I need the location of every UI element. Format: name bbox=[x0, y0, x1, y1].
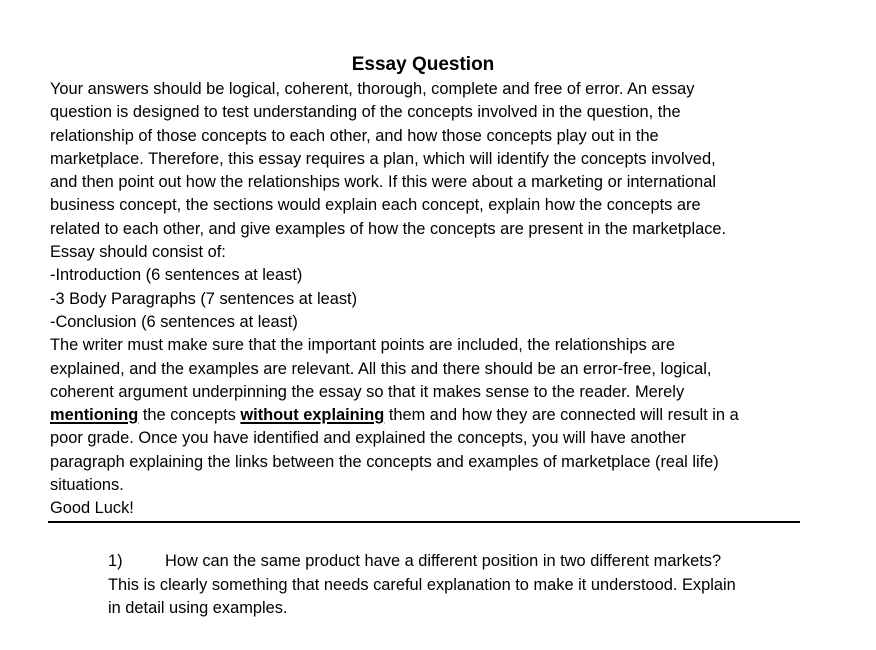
emphasis-without-explaining: without explaining bbox=[240, 406, 385, 425]
question-number: 1) bbox=[108, 552, 123, 570]
closing-line: paragraph explaining the links between the concepts and examples of marketplace (real life) bbox=[50, 452, 719, 471]
closing-line: situations. bbox=[50, 476, 124, 495]
mention-line-tail: them and how they are connected will result in a bbox=[384, 406, 739, 425]
intro-line: related to each other, and give examples of how the concepts are present in the marketplace. bbox=[50, 219, 727, 238]
writer-line: The writer must make sure that the important points are included, the relationships are bbox=[50, 336, 675, 355]
structure-item-body-paragraphs: -3 Body Paragraphs (7 sentences at least) bbox=[50, 289, 358, 308]
mention-line-mid: the concepts bbox=[138, 406, 241, 425]
question-block bbox=[108, 550, 808, 621]
horizontal-divider bbox=[48, 521, 800, 523]
instructions-body bbox=[50, 78, 810, 521]
page-title: Essay Question bbox=[351, 54, 495, 75]
question-text-line: in detail using examples. bbox=[108, 599, 288, 617]
structure-item-introduction: -Introduction (6 sentences at least) bbox=[50, 266, 303, 285]
intro-line: business concept, the sections would explain each concept, explain how the concepts are bbox=[50, 196, 701, 215]
emphasis-mentioning: mentioning bbox=[50, 406, 139, 425]
intro-line: relationship of those concepts to each other, and how those concepts play out in the bbox=[50, 126, 659, 145]
question-line bbox=[108, 550, 808, 574]
intro-line: marketplace. Therefore, this essay requires a plan, which will identify the concepts involved, bbox=[50, 149, 716, 168]
question-text-line: How can the same product have a different position in two different markets? bbox=[165, 552, 722, 570]
intro-line: Your answers should be logical, coherent, thorough, complete and free of error. An essay bbox=[50, 80, 695, 98]
structure-heading: Essay should consist of: bbox=[50, 243, 226, 262]
writer-line: explained, and the examples are relevant. All this and there should be an error-free, logical, bbox=[50, 359, 712, 378]
mention-line bbox=[50, 404, 810, 427]
closing-line: poor grade. Once you have identified and explained the concepts, you will have another bbox=[50, 429, 687, 448]
writer-line: coherent argument underpinning the essay so that it makes sense to the reader. Merely bbox=[50, 382, 685, 401]
intro-line: and then point out how the relationships work. If this were about a marketing or international bbox=[50, 173, 717, 192]
sign-off: Good Luck! bbox=[50, 499, 134, 518]
intro-line: question is designed to test understanding of the concepts involved in the question, the bbox=[50, 103, 681, 122]
structure-item-conclusion: -Conclusion (6 sentences at least) bbox=[50, 312, 298, 331]
question-text-line: This is clearly something that needs careful explanation to make it understood. Explain bbox=[108, 575, 736, 594]
